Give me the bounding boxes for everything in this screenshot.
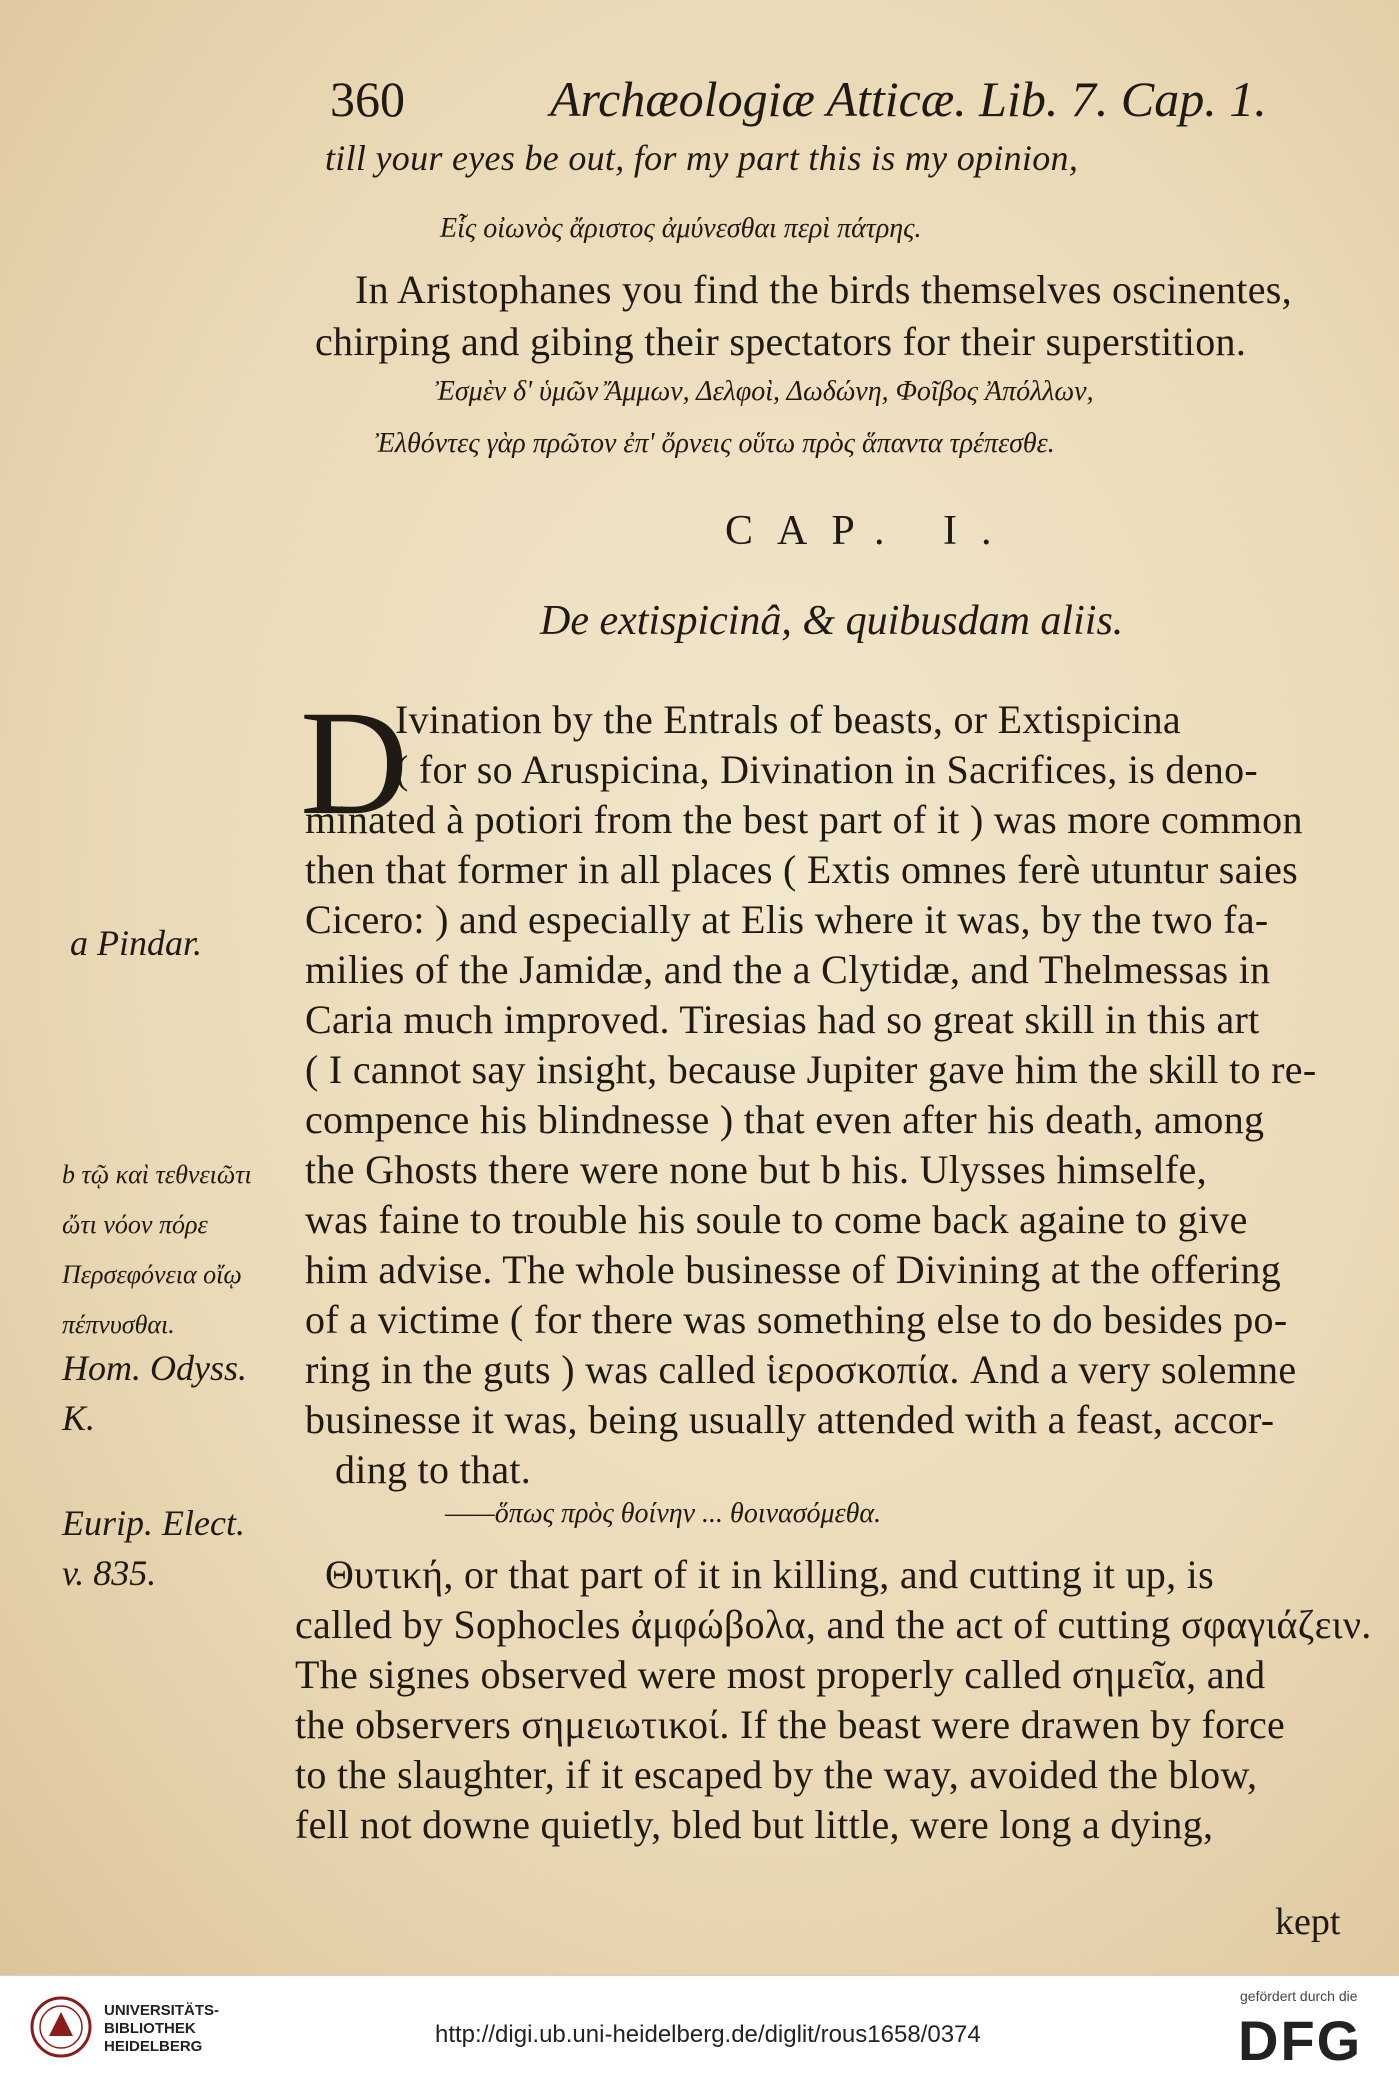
margin-note-b-greek: ὤτι νόον πόρε — [62, 1210, 208, 1239]
main-text-line: Cicero: ) and especially at Elis where it was, by the two fa- — [305, 897, 1269, 942]
margin-note-c: v. 835. — [62, 1553, 157, 1593]
main-text-line: The signes observed were most properly called σημεῖα, and — [295, 1652, 1266, 1697]
main-text-line: minated à potiori from the best part of it ) was more common — [305, 797, 1303, 842]
quote-line: ——ὅπως πρὸς θοίνην ... θοινασόμεθα. — [445, 1498, 882, 1529]
main-text-line: ( for so Aruspicina, Divination in Sacrifices, is deno- — [395, 747, 1258, 792]
main-text-line: called by Sophocles ἀμφώβολα, and the act of cutting σφαγιάζειν. — [295, 1602, 1372, 1647]
main-text-line: milies of the Jamidæ, and the a Clytidæ, and Thelmessas in — [305, 947, 1271, 992]
main-text-line: him advise. The whole businesse of Divining at the offering — [305, 1247, 1282, 1292]
margin-note-b-ref: K. — [62, 1398, 96, 1438]
margin-note-a: a Pindar. — [70, 923, 203, 963]
main-text-line: Caria much improved. Tiresias had so great skill in this art — [305, 997, 1260, 1042]
main-text-line: compence his blindnesse ) that even after his death, among — [305, 1097, 1265, 1142]
margin-note-b-ref: Hom. Odyss. — [62, 1348, 247, 1388]
main-text-line: Ivination by the Entrals of beasts, or Extispicina — [395, 697, 1181, 742]
paragraph-line: chirping and gibing their spectators for their superstition. — [315, 319, 1247, 364]
drop-cap: D — [300, 680, 409, 846]
main-text-line: ( I cannot say insight, because Jupiter gave him the skill to re- — [305, 1047, 1317, 1092]
main-text-line: Θυτική, or that part of it in killing, and cutting it up, is — [325, 1552, 1214, 1597]
page-number: 360 — [330, 71, 405, 127]
chapter-subtitle: De extispicinâ, & quibusdam aliis. — [540, 598, 1124, 644]
margin-note-b-greek: b τῷ καὶ τεθνειῶτι — [62, 1160, 252, 1189]
main-text-line: businesse it was, being usually attended with a feast, accor- — [305, 1397, 1275, 1442]
main-text-line: to the slaughter, if it escaped by the way, avoided the blow, — [295, 1752, 1258, 1797]
viewer-footer — [0, 1975, 1399, 2083]
greek-quote-line: Ἐλθόντες γὰρ πρῶτον ἐπ' ὄρνεις οὕτω πρὸς ἅπαντα τρέπεσθε. — [375, 428, 1055, 459]
university-seal-icon — [30, 1996, 92, 2058]
main-text-line: then that former in all places ( Extis omnes ferè utuntur saies — [305, 847, 1299, 892]
main-text-line: was faine to trouble his soule to come back againe to give — [305, 1197, 1248, 1242]
margin-note-c: Eurip. Elect. — [62, 1503, 245, 1543]
chapter-heading: CAP. I. — [725, 508, 1016, 554]
dfg-logo: DFG — [1238, 2009, 1363, 2072]
running-title: Archæologiæ Atticæ. Lib. 7. Cap. 1. — [550, 71, 1267, 127]
catchword: kept — [1275, 1901, 1341, 1943]
main-text-line: ding to that. — [335, 1447, 532, 1492]
institution-name: UNIVERSITÄTS- BIBLIOTHEK HEIDELBERG — [104, 2002, 220, 2055]
greek-line: Εἷς οἰωνὸς ἄριστος ἀμύνεσθαι περὶ πάτρης. — [440, 213, 922, 244]
main-text-line: the Ghosts there were none but b his. Ulysses himselfe, — [305, 1147, 1207, 1192]
margin-note-b-greek: Περσεφόνεια οἴῳ — [62, 1260, 242, 1289]
permalink[interactable]: http://digi.ub.uni-heidelberg.de/diglit/rous1658/0374 — [435, 2021, 981, 2048]
margin-note-b-greek: πέπνυσθαι. — [62, 1310, 175, 1339]
main-text-line: ring in the guts ) was called ἱεροσκοπία. And a very solemne — [305, 1347, 1297, 1392]
main-text-line: of a victime ( for there was something else to do besides po- — [305, 1297, 1288, 1342]
funding-label: gefördert durch die — [1240, 1988, 1358, 2004]
main-text-line: the observers σημειωτικοί. If the beast were drawen by force — [295, 1702, 1286, 1747]
main-text-line: fell not downe quietly, bled but little, were long a dying, — [295, 1802, 1214, 1847]
greek-quote-line: Ἐσμὲν δ' ὑμῶν Ἄμμων, Δελφοὶ, Δωδώνη, Φοῖβος Ἀπόλλων, — [435, 376, 1094, 407]
text-line: till your eyes be out, for my part this is my opinion, — [325, 138, 1079, 178]
paragraph-line: In Aristophanes you find the birds themselves oscinentes, — [355, 267, 1292, 312]
